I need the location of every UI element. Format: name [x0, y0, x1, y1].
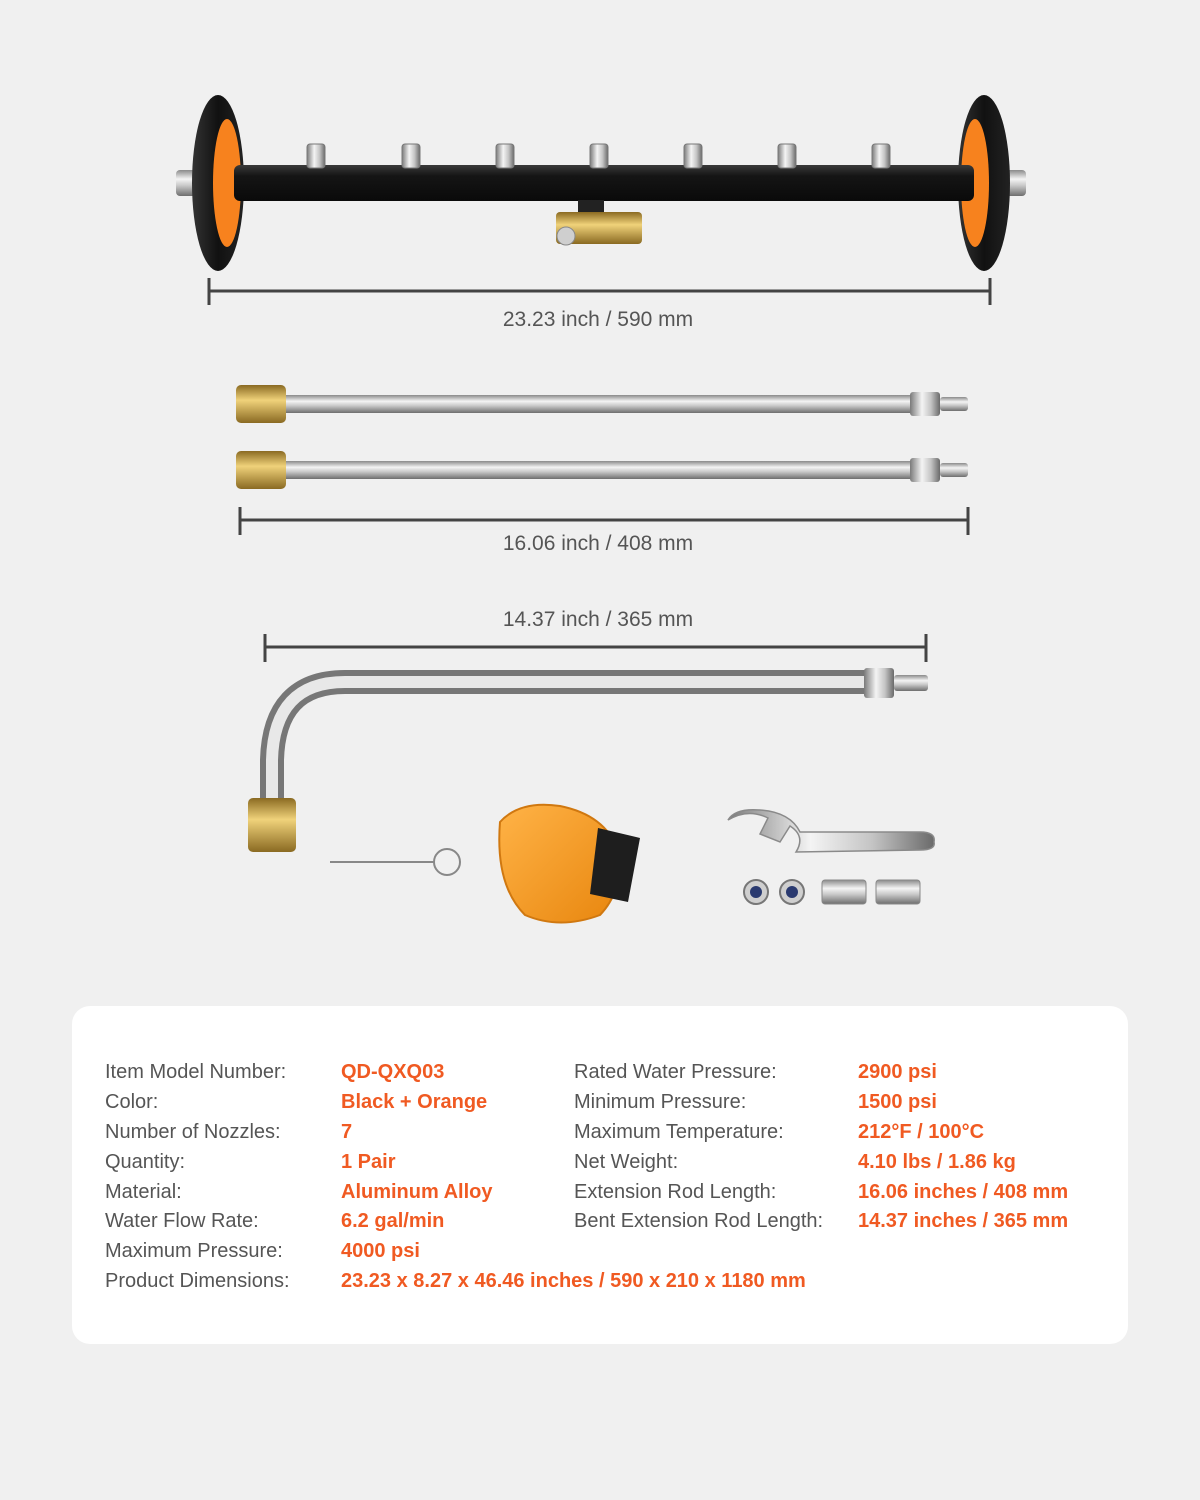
spec-value: 4.10 lbs / 1.86 kg — [858, 1150, 1016, 1173]
spec-label: Water Flow Rate: — [105, 1210, 259, 1233]
extension-rod-dimension-line — [240, 507, 968, 535]
spec-label: Bent Extension Rod Length: — [574, 1210, 824, 1233]
spec-row — [72, 1207, 1128, 1237]
spec-label: Maximum Temperature: — [574, 1120, 784, 1143]
spec-value: Black + Orange — [341, 1091, 488, 1114]
cleaner-width-label: 23.23 inch / 590 mm — [502, 308, 694, 331]
spec-label: Net Weight: — [574, 1150, 679, 1173]
extension-rod-icon — [236, 451, 968, 489]
wash-mitt-icon — [499, 805, 640, 923]
spec-table — [72, 1006, 1128, 1344]
spec-value: 23.23 x 8.27 x 46.46 inches / 590 x 210 x 1180 mm — [341, 1269, 806, 1292]
spec-label: Material: — [105, 1180, 182, 1203]
spec-row — [72, 1267, 1128, 1297]
spec-value: 4000 psi — [341, 1240, 420, 1263]
spec-label: Number of Nozzles: — [105, 1120, 281, 1143]
spec-value: 1 Pair — [341, 1150, 396, 1173]
nut-icon — [744, 880, 804, 904]
spec-value: 16.06 inches / 408 mm — [858, 1180, 1069, 1203]
bent-rod-dimension-line — [265, 634, 926, 662]
spec-row — [72, 1118, 1128, 1148]
extension-rod-icon — [236, 385, 968, 423]
spec-label: Product Dimensions: — [105, 1269, 290, 1292]
spec-label: Extension Rod Length: — [574, 1180, 777, 1203]
spec-label: Item Model Number: — [105, 1061, 287, 1084]
spec-column-right — [72, 1058, 1128, 1237]
spec-value: 6.2 gal/min — [341, 1210, 445, 1233]
spec-value: 14.37 inches / 365 mm — [858, 1210, 1069, 1233]
spec-row — [72, 1088, 1128, 1118]
spec-label: Quantity: — [105, 1150, 186, 1173]
spec-row — [72, 1177, 1128, 1207]
spec-value: 212°F / 100°C — [858, 1120, 985, 1143]
spec-row — [72, 1237, 1128, 1267]
wrench-icon — [728, 810, 934, 852]
spec-value: Aluminum Alloy — [341, 1180, 493, 1203]
spec-value: QD-QXQ03 — [341, 1061, 445, 1084]
adapter-icon — [822, 880, 920, 904]
cleaning-needle-icon — [330, 849, 460, 875]
spec-row — [72, 1058, 1128, 1088]
spec-label: Rated Water Pressure: — [574, 1061, 777, 1084]
bent-rod-length-label: 14.37 inch / 365 mm — [502, 608, 694, 631]
spec-value: 2900 psi — [858, 1061, 937, 1084]
extension-rod-length-label: 16.06 inch / 408 mm — [502, 532, 694, 555]
spec-label: Maximum Pressure: — [105, 1240, 283, 1263]
cleaner-width-dimension-line — [209, 278, 990, 305]
undercarriage-cleaner-icon — [176, 95, 1026, 271]
spec-value: 1500 psi — [858, 1091, 937, 1114]
spec-row — [72, 1147, 1128, 1177]
spec-label: Minimum Pressure: — [574, 1091, 747, 1114]
spec-value: 7 — [341, 1120, 353, 1143]
spec-label: Color: — [105, 1091, 159, 1114]
